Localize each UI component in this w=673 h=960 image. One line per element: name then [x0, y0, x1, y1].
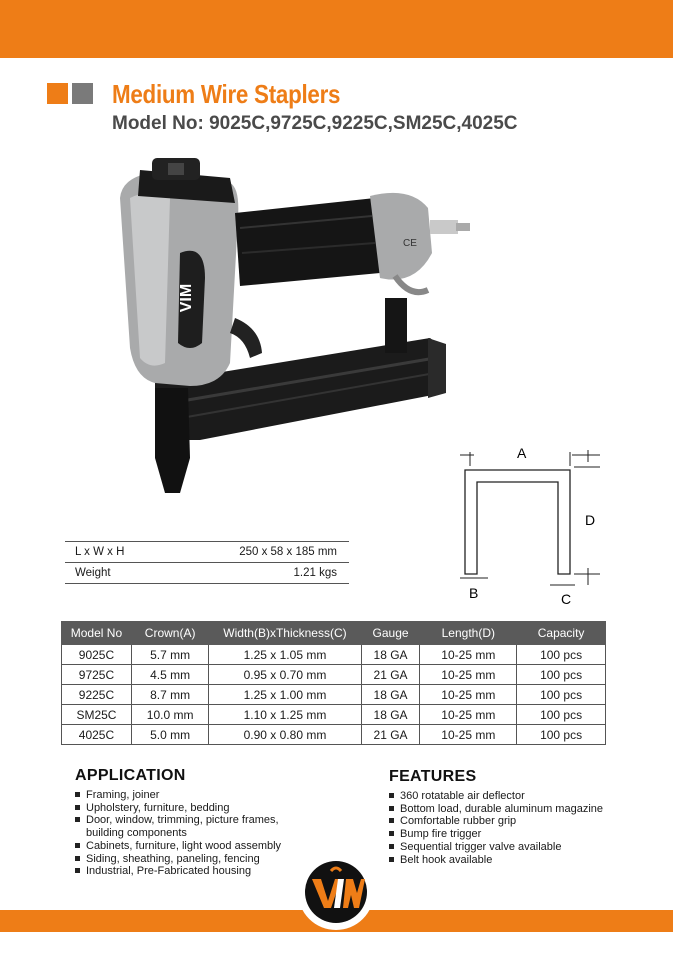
list-item: Siding, sheathing, paneling, fencing	[75, 853, 305, 866]
label-c: C	[561, 591, 572, 607]
list-item: Upholstery, furniture, bedding	[75, 802, 305, 815]
title-orange-square	[47, 83, 68, 104]
cell-gauge: 21 GA	[361, 725, 420, 745]
features-heading: FEATURES	[389, 768, 477, 785]
application-heading: APPLICATION	[75, 767, 186, 784]
list-item: Framing, joiner	[75, 789, 305, 802]
cell-model: 9725C	[62, 665, 132, 685]
list-item: Belt hook available	[389, 854, 649, 867]
cell-gauge: 18 GA	[361, 705, 420, 725]
vim-logo-icon	[297, 853, 375, 931]
cell-length: 10-25 mm	[420, 685, 517, 705]
cell-crown: 4.5 mm	[131, 665, 208, 685]
cell-gauge: 18 GA	[361, 685, 420, 705]
label-a: A	[517, 445, 527, 461]
cell-width-thickness: 0.95 x 0.70 mm	[209, 665, 361, 685]
header-crown: Crown(A)	[131, 622, 208, 645]
page-title: Medium Wire Staplers	[112, 79, 341, 109]
list-item: Comfortable rubber grip	[389, 815, 649, 828]
cell-gauge: 18 GA	[361, 645, 420, 665]
cell-capacity: 100 pcs	[517, 665, 606, 685]
cell-model: 9025C	[62, 645, 132, 665]
table-row	[62, 665, 606, 685]
cell-crown: 5.0 mm	[131, 725, 208, 745]
cell-crown: 10.0 mm	[131, 705, 208, 725]
list-item: Cabinets, furniture, light wood assembly	[75, 840, 305, 853]
model-numbers: Model No: 9025C,9725C,9225C,SM25C,4025C	[112, 113, 518, 134]
features-list	[389, 790, 649, 866]
list-item: Sequential trigger valve available	[389, 841, 649, 854]
trigger	[230, 318, 262, 358]
model-table	[61, 621, 606, 745]
cell-model: 4025C	[62, 725, 132, 745]
staple-dimension-diagram	[460, 440, 610, 610]
spec-value: 250 x 58 x 185 mm	[239, 546, 337, 558]
cell-length: 10-25 mm	[420, 665, 517, 685]
cell-width-thickness: 1.25 x 1.05 mm	[209, 645, 361, 665]
header-gauge: Gauge	[361, 622, 420, 645]
cell-length: 10-25 mm	[420, 705, 517, 725]
cell-capacity: 100 pcs	[517, 705, 606, 725]
cell-crown: 5.7 mm	[131, 645, 208, 665]
grip	[235, 193, 470, 292]
brand-text: VIM	[178, 283, 195, 313]
list-item: Industrial, Pre-Fabricated housing	[75, 865, 305, 878]
spec-row	[65, 563, 349, 584]
spec-row	[65, 541, 349, 563]
spec-label: L x W x H	[75, 546, 125, 558]
table-header-row	[62, 622, 606, 645]
ce-mark: CE	[403, 238, 417, 249]
cell-capacity: 100 pcs	[517, 685, 606, 705]
list-item: Door, window, trimming, picture frames, building components	[75, 814, 305, 839]
label-d: D	[585, 512, 596, 528]
cell-model: SM25C	[62, 705, 132, 725]
cell-capacity: 100 pcs	[517, 725, 606, 745]
header-model-no: Model No	[62, 622, 132, 645]
cell-length: 10-25 mm	[420, 645, 517, 665]
spec-value: 1.21 kgs	[293, 567, 337, 579]
cell-width-thickness: 1.10 x 1.25 mm	[209, 705, 361, 725]
title-gray-square	[72, 83, 93, 104]
stapler-image	[110, 158, 480, 498]
list-item: 360 rotatable air deflector	[389, 790, 649, 803]
header-length: Length(D)	[420, 622, 517, 645]
cell-length: 10-25 mm	[420, 725, 517, 745]
list-item: Bump fire trigger	[389, 828, 649, 841]
header-capacity: Capacity	[517, 622, 606, 645]
spec-label: Weight	[75, 567, 111, 579]
cell-capacity: 100 pcs	[517, 645, 606, 665]
table-row	[62, 645, 606, 665]
label-b: B	[469, 585, 479, 601]
table-row	[62, 725, 606, 745]
spec-table	[65, 541, 349, 584]
list-item: Bottom load, durable aluminum magazine	[389, 803, 649, 816]
cell-width-thickness: 0.90 x 0.80 mm	[209, 725, 361, 745]
header-width-thickness: Width(B)xThickness(C)	[209, 622, 361, 645]
body	[120, 158, 238, 386]
table-row	[62, 705, 606, 725]
cell-width-thickness: 1.25 x 1.00 mm	[209, 685, 361, 705]
application-list	[75, 789, 305, 878]
cell-gauge: 21 GA	[361, 665, 420, 685]
cell-crown: 8.7 mm	[131, 685, 208, 705]
cell-model: 9225C	[62, 685, 132, 705]
top-orange-bar	[0, 0, 673, 58]
table-row	[62, 685, 606, 705]
